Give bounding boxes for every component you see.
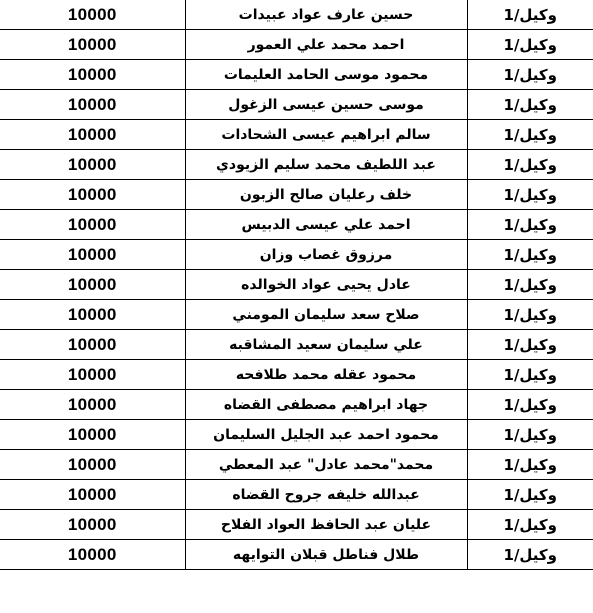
role-cell: وكيل/1 [467,480,593,510]
name-cell: سالم ابراهيم عيسى الشحادات [185,120,467,150]
amount-cell: 10000 [0,60,185,90]
role-cell: وكيل/1 [467,540,593,570]
amount-cell: 10000 [0,390,185,420]
table-row [0,330,593,360]
amount-cell: 10000 [0,540,185,570]
name-cell: محمود احمد عبد الجليل السليمان [185,420,467,450]
amount-cell: 10000 [0,0,185,30]
amount-cell: 10000 [0,300,185,330]
amount-cell: 10000 [0,150,185,180]
table-row [0,480,593,510]
amount-cell: 10000 [0,210,185,240]
table-row [0,300,593,330]
role-cell: وكيل/1 [467,240,593,270]
name-cell: محمود موسى الحامد العليمات [185,60,467,90]
role-cell: وكيل/1 [467,270,593,300]
table-row [0,120,593,150]
role-cell: وكيل/1 [467,0,593,30]
name-cell: عليان عبد الحافظ العواد الفلاح [185,510,467,540]
name-cell: موسى حسين عيسى الزغول [185,90,467,120]
name-cell: علي سليمان سعيد المشاقبه [185,330,467,360]
table-row [0,150,593,180]
table-row [0,270,593,300]
table-row [0,90,593,120]
role-cell: وكيل/1 [467,360,593,390]
name-cell: مرزوق غصاب وزان [185,240,467,270]
amount-cell: 10000 [0,480,185,510]
table-row [0,30,593,60]
amount-cell: 10000 [0,240,185,270]
role-cell: وكيل/1 [467,390,593,420]
table-row [0,420,593,450]
table-row [0,360,593,390]
amount-cell: 10000 [0,180,185,210]
amount-cell: 10000 [0,90,185,120]
role-cell: وكيل/1 [467,510,593,540]
amount-cell: 10000 [0,120,185,150]
role-cell: وكيل/1 [467,150,593,180]
name-cell: صلاح سعد سليمان المومني [185,300,467,330]
name-cell: طلال فناطل قبلان التوايهه [185,540,467,570]
amount-cell: 10000 [0,330,185,360]
amount-cell: 10000 [0,420,185,450]
name-cell: حسين عارف عواد عبيدات [185,0,467,30]
table-row [0,240,593,270]
table-row [0,450,593,480]
table-row [0,0,593,30]
name-cell: عبدالله خليفه جروح القضاه [185,480,467,510]
table-row [0,60,593,90]
amount-cell: 10000 [0,450,185,480]
name-cell: عبد اللطيف محمد سليم الزيودي [185,150,467,180]
role-cell: وكيل/1 [467,210,593,240]
role-cell: وكيل/1 [467,420,593,450]
name-cell: محمود عقله محمد طلافحه [185,360,467,390]
amount-cell: 10000 [0,30,185,60]
role-cell: وكيل/1 [467,60,593,90]
amount-cell: 10000 [0,360,185,390]
role-cell: وكيل/1 [467,300,593,330]
role-cell: وكيل/1 [467,450,593,480]
role-cell: وكيل/1 [467,90,593,120]
name-cell: خلف رعليان صالح الزبون [185,180,467,210]
role-cell: وكيل/1 [467,180,593,210]
amount-cell: 10000 [0,510,185,540]
table-row [0,180,593,210]
table-row [0,510,593,540]
name-cell: احمد محمد علي العمور [185,30,467,60]
table-row [0,210,593,240]
table-row [0,390,593,420]
role-cell: وكيل/1 [467,120,593,150]
role-cell: وكيل/1 [467,30,593,60]
name-cell: محمد"محمد عادل" عبد المعطي [185,450,467,480]
name-cell: احمد علي عيسى الدبيس [185,210,467,240]
role-cell: وكيل/1 [467,330,593,360]
table-row [0,540,593,570]
name-cell: عادل يحيى عواد الخوالده [185,270,467,300]
name-cell: جهاد ابراهيم مصطفى القضاه [185,390,467,420]
amount-cell: 10000 [0,270,185,300]
